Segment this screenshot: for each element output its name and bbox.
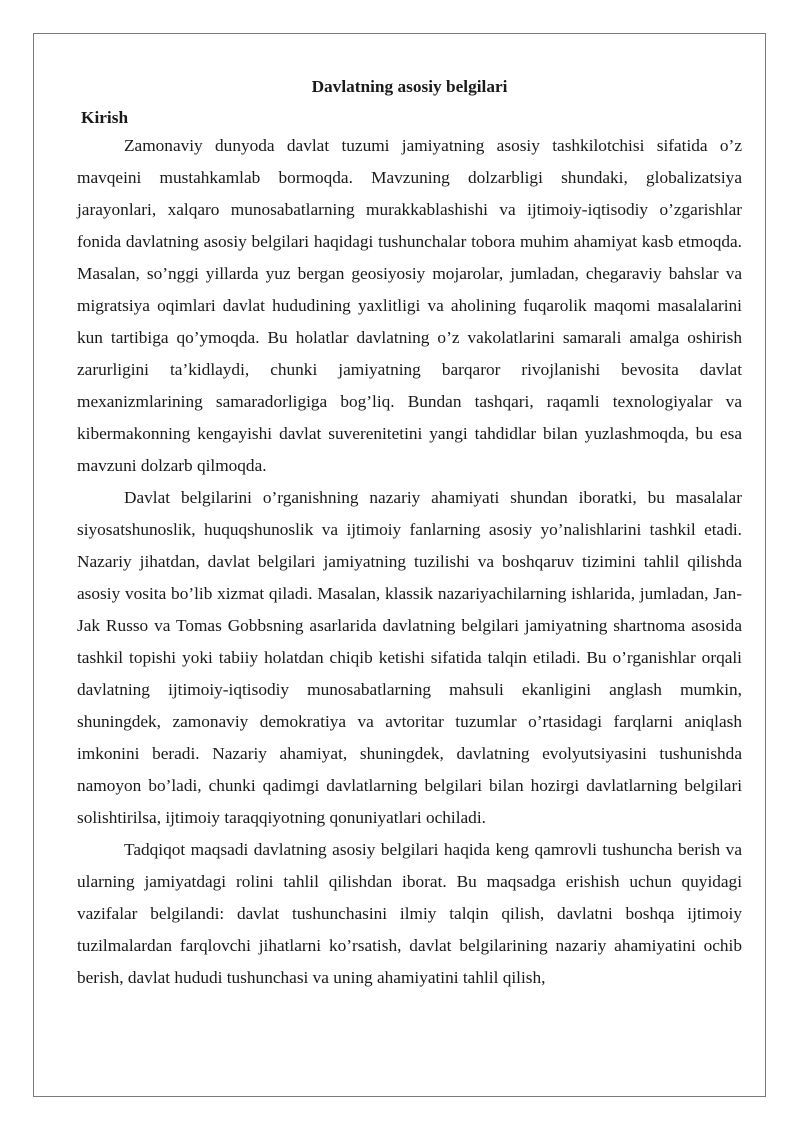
paragraph-1: Zamonaviy dunyoda davlat tuzumi jamiyatning asosiy tashkilotchisi sifatida o’z mavqeini mustahkamlab bormoqda. Mavzuning dolzarbligi shundaki, globalizatsiya jarayonlari, xalqaro munosabatlarning murakkablashishi va ijtimoiy-iqtisodiy o’zgarishlar fonida davlatning asosiy belgilari haqidagi tushunchalar tobora muhim ahamiyat kasb etmoqda. Masalan, so’nggi yillarda yuz bergan geosiyosiy mojarolar, jumladan, chegaraviy bahslar va migratsiya oqimlari davlat hududining yaxlitligi va aholining fuqarolik maqomi masalalarini kun tartibiga qo’ymoqda. Bu holatlar davlatning o’z vakolatlarini samarali amalga oshirish zarurligini ta’kidlaydi, chunki jamiyatning barqaror rivojlanishi bevosita davlat mexanizmlarining samaradorligiga bog’liq. Bundan tashqari, raqamli texnologiyalar va kibermakonning kengayishi davlat suverenitetini yangi tahdidlar bilan yuzlashmoqda, bu esa mavzuni dolzarb qilmoqda. <box>77 136 742 475</box>
paragraph-2: Davlat belgilarini o’rganishning nazariy ahamiyati shundan iboratki, bu masalalar siyosatshunoslik, huquqshunoslik va ijtimoiy fanlarning asosiy yo’nalishlarini tashkil etadi. Nazariy jihatdan, davlat belgilari jamiyatning tuzilishi va boshqaruv tizimini tahlil qilishda asosiy vosita bo’lib xizmat qiladi. Masalan, klassik nazariyachilarning ishlarida, jumladan, Jan-Jak Russo va Tomas Gobbsning asarlarida davlatning belgilari jamiyatning shartnoma asosida tashkil topishi yoki tabiiy holatdan chiqib ketishi sifatida talqin etiladi. Bu o’rganishlar orqali davlatning ijtimoiy-iqtisodiy munosabatlarning mahsuli ekanligini anglash mumkin, shuningdek, zamonaviy demokratiya va avtoritar tuzumlar o’rtasidagi farqlarni aniqlash imkonini beradi. Nazariy ahamiyat, shuningdek, davlatning evolyutsiyasini tushunishda namoyon bo’ladi, chunki qadimgi davlatlarning belgilari bilan hozirgi davlatlarning belgilari solishtirilsa, ijtimoiy taraqqiyotning qonuniyatlari ochiladi. <box>77 488 742 827</box>
paragraph-3: Tadqiqot maqsadi davlatning asosiy belgilari haqida keng qamrovli tushuncha berish va ularning jamiyatdagi rolini tahlil qilishdan iborat. Bu maqsadga erishish uchun quyidagi vazifalar belgilandi: davlat tushunchasini ilmiy talqin qilish, davlatni boshqa ijtimoiy tuzilmalardan farqlovchi jihatlarni ko’rsatish, davlat belgilarining nazariy ahamiyatini ochib berish, davlat hududi tushunchasi va uning ahamiyatini tahlil qilish, <box>77 840 742 987</box>
document-title: Davlatning asosiy belgilari <box>311 77 508 96</box>
section-heading: Kirish <box>81 108 129 127</box>
document-body <box>77 74 742 994</box>
